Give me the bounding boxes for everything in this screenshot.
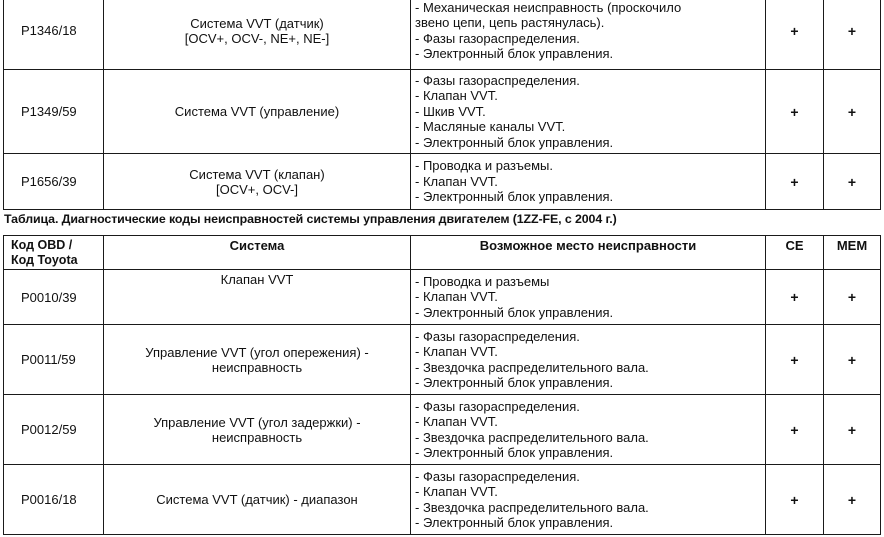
system-cell bbox=[104, 70, 411, 154]
ce-mark: + bbox=[766, 325, 824, 395]
ce-mark: + bbox=[766, 395, 824, 465]
fault-line: - Фазы газораспределения. bbox=[415, 468, 580, 484]
dtc-code: P0016/18 bbox=[4, 465, 104, 535]
fault-line: - Клапан VVT. bbox=[415, 414, 498, 429]
system-cell bbox=[104, 270, 411, 325]
ce-mark: + bbox=[766, 465, 824, 535]
system-line: [OCV+, OCV-, NE+, NE-] bbox=[184, 30, 330, 46]
system-line: Система VVT (датчик) - диапазон bbox=[156, 492, 358, 507]
fault-line: - Клапан VVT. bbox=[415, 484, 498, 499]
fault-line: звено цепи, цепь растянулась). bbox=[415, 15, 605, 30]
fault-line: - Клапан VVT. bbox=[415, 344, 498, 359]
system-cell bbox=[104, 154, 411, 210]
fault-line: - Фазы газораспределения. bbox=[415, 30, 580, 46]
system-line: Система VVT (управление) bbox=[174, 104, 340, 119]
faults-cell bbox=[411, 270, 766, 325]
system-cell bbox=[104, 395, 411, 465]
system-line: [OCV+, OCV-] bbox=[216, 181, 298, 197]
fault-line: - Электронный блок управления. bbox=[415, 189, 614, 205]
mem-mark: + bbox=[824, 70, 881, 154]
mem-mark: + bbox=[824, 325, 881, 395]
system-cell bbox=[104, 325, 411, 395]
dtc-code: P1346/18 bbox=[4, 0, 104, 70]
faults-cell bbox=[411, 395, 766, 465]
system-cell bbox=[104, 0, 411, 70]
table-caption: Таблица. Диагностические коды неисправностей системы управления двигателем (1ZZ-FE, с 2004 г.) bbox=[4, 212, 617, 226]
fault-line: - Электронный блок управления. bbox=[415, 304, 614, 320]
table-row bbox=[4, 70, 881, 154]
dtc-code: P1656/39 bbox=[4, 154, 104, 210]
dtc-table-continued bbox=[3, 0, 881, 210]
mem-mark: + bbox=[824, 465, 881, 535]
table-header-row bbox=[4, 236, 881, 270]
header-code-line: Код Toyota bbox=[11, 252, 78, 267]
dtc-code: P0010/39 bbox=[4, 270, 104, 325]
mem-mark: + bbox=[824, 270, 881, 325]
ce-mark: + bbox=[766, 154, 824, 210]
faults-cell bbox=[411, 70, 766, 154]
mem-mark: + bbox=[824, 395, 881, 465]
ce-mark: + bbox=[766, 70, 824, 154]
header-code-line: Код OBD / bbox=[11, 237, 73, 252]
fault-line: - Шкив VVT. bbox=[415, 103, 486, 119]
fault-line: - Проводка и разъемы. bbox=[415, 158, 553, 174]
fault-line: - Звездочка распределительного вала. bbox=[415, 359, 649, 375]
system-line: Управление VVT (угол опережения) - bbox=[145, 344, 369, 360]
fault-line: - Электронный блок управления. bbox=[415, 445, 614, 460]
table-row bbox=[4, 270, 881, 325]
fault-line: - Фазы газораспределения. bbox=[415, 72, 580, 88]
system-line: Клапан VVT bbox=[220, 272, 294, 287]
dtc-code: P1349/59 bbox=[4, 70, 104, 154]
fault-line: - Звездочка распределительного вала. bbox=[415, 429, 649, 445]
fault-line: - Клапан VVT. bbox=[415, 289, 498, 305]
system-line: неисправность bbox=[211, 359, 303, 375]
system-line: Система VVT (датчик) bbox=[190, 15, 324, 31]
table-row bbox=[4, 465, 881, 535]
ce-mark: + bbox=[766, 270, 824, 325]
fault-line: - Электронный блок управления. bbox=[415, 515, 614, 530]
table-row bbox=[4, 395, 881, 465]
fault-line: - Электронный блок управления. bbox=[415, 375, 614, 390]
fault-line: - Клапан VVT. bbox=[415, 88, 498, 104]
fault-line: - Электронный блок управления. bbox=[415, 46, 614, 61]
mem-mark: + bbox=[824, 154, 881, 210]
header-code bbox=[4, 236, 104, 270]
faults-cell bbox=[411, 154, 766, 210]
fault-line: - Звездочка распределительного вала. bbox=[415, 499, 649, 515]
system-cell bbox=[104, 465, 411, 535]
faults-cell bbox=[411, 325, 766, 395]
table-row bbox=[4, 0, 881, 70]
fault-line: - Масляные каналы VVT. bbox=[415, 119, 566, 135]
dtc-code: P0012/59 bbox=[4, 395, 104, 465]
faults-cell bbox=[411, 0, 766, 70]
system-line: неисправность bbox=[211, 429, 303, 445]
header-system: Система bbox=[104, 236, 411, 270]
dtc-code: P0011/59 bbox=[4, 325, 104, 395]
fault-line: - Электронный блок управления. bbox=[415, 134, 614, 150]
header-ce: CE bbox=[766, 236, 824, 270]
header-faults: Возможное место неисправности bbox=[411, 236, 766, 270]
ce-mark: + bbox=[766, 0, 824, 70]
fault-line: - Клапан VVT. bbox=[415, 173, 498, 189]
table-row bbox=[4, 325, 881, 395]
mem-mark: + bbox=[824, 0, 881, 70]
fault-line: - Фазы газораспределения. bbox=[415, 328, 580, 344]
fault-line: - Фазы газораспределения. bbox=[415, 398, 580, 414]
faults-cell bbox=[411, 465, 766, 535]
header-mem: MEM bbox=[824, 236, 881, 270]
table-row bbox=[4, 154, 881, 210]
system-line: Управление VVT (угол задержки) - bbox=[153, 414, 361, 430]
dtc-table-1zz-fe bbox=[3, 235, 881, 535]
fault-line: - Механическая неисправность (проскочило bbox=[415, 0, 682, 15]
system-line: Система VVT (клапан) bbox=[189, 166, 325, 182]
fault-line: - Проводка и разъемы bbox=[415, 273, 550, 289]
